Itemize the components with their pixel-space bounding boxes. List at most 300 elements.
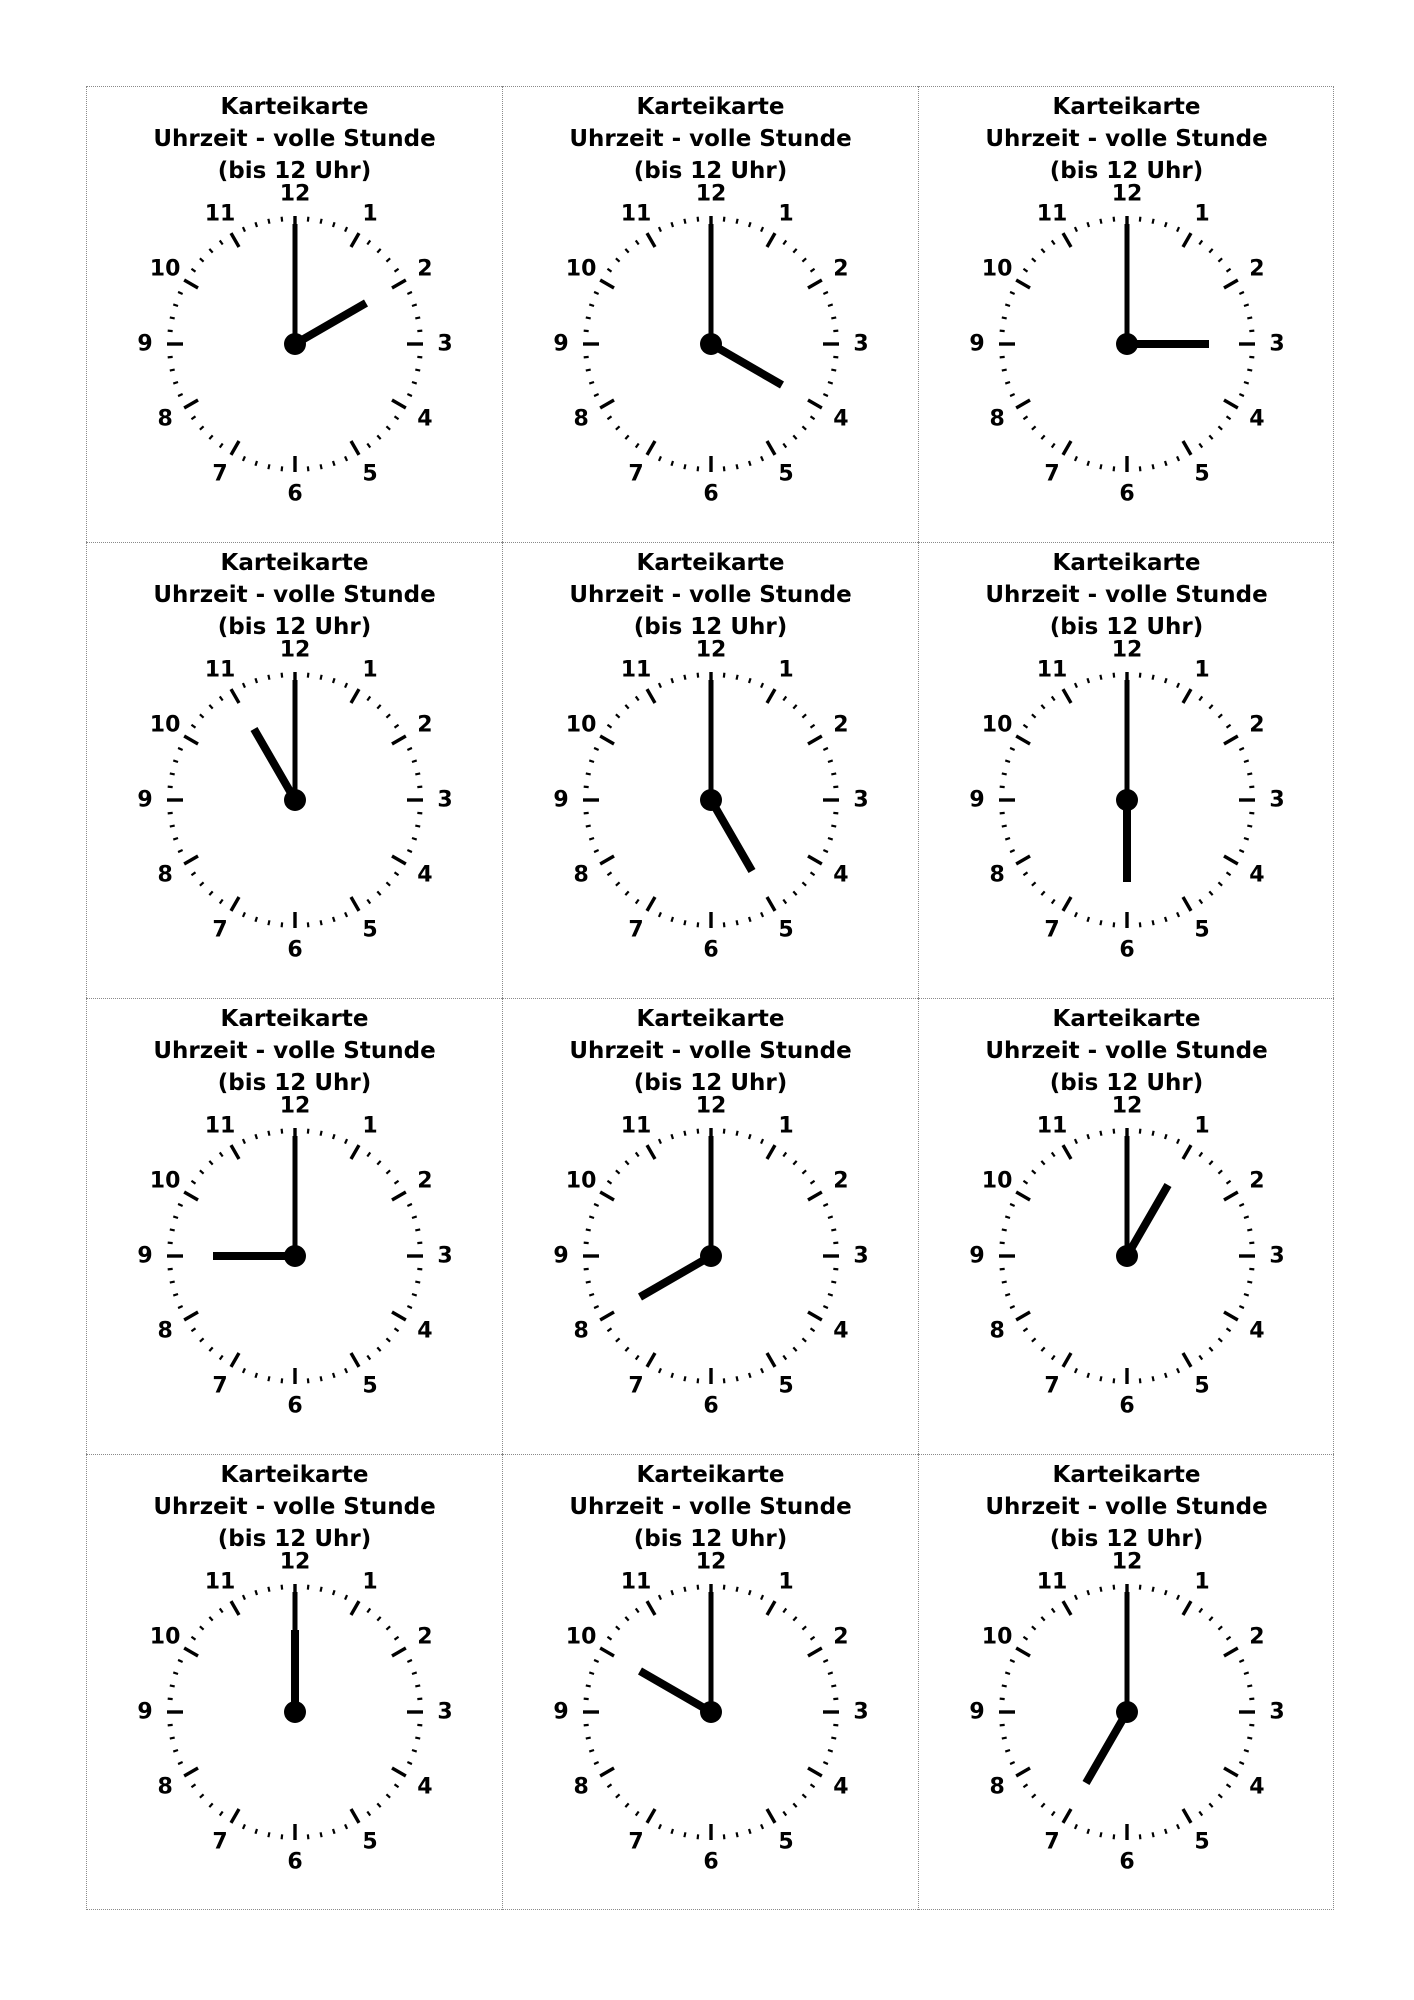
hour-tick xyxy=(767,1601,775,1615)
minute-tick xyxy=(831,1738,836,1739)
minute-tick xyxy=(802,1626,806,1629)
minute-tick xyxy=(831,1685,836,1686)
dial-number: 11 xyxy=(1036,201,1068,227)
clock-pivot xyxy=(1116,333,1138,355)
clock-pivot xyxy=(284,1701,306,1723)
minute-tick xyxy=(793,705,796,709)
card-title xyxy=(503,1459,918,1555)
hour-tick xyxy=(600,400,614,408)
minute-tick xyxy=(1209,1161,1212,1165)
dial-number: 3 xyxy=(853,1699,869,1725)
minute-tick xyxy=(415,370,420,371)
minute-tick xyxy=(395,1637,399,1640)
minute-tick xyxy=(584,787,589,788)
minute-tick xyxy=(1041,891,1044,895)
minute-tick xyxy=(811,872,815,875)
minute-tick xyxy=(220,444,223,448)
minute-tick xyxy=(1041,435,1044,439)
minute-tick xyxy=(783,444,786,448)
dial-number: 4 xyxy=(1249,1318,1265,1344)
minute-tick xyxy=(1032,1170,1036,1173)
minute-tick xyxy=(1002,826,1007,827)
minute-tick xyxy=(1199,444,1202,448)
hour-tick xyxy=(231,1145,239,1159)
minute-tick xyxy=(1010,292,1015,294)
card-title-line1: Karteikarte xyxy=(220,94,369,120)
minute-tick xyxy=(200,426,204,429)
minute-tick xyxy=(395,725,399,728)
dial-number: 6 xyxy=(1119,1849,1135,1875)
minute-tick xyxy=(321,1832,322,1837)
minute-tick xyxy=(1177,456,1179,461)
hour-hand xyxy=(295,303,366,344)
hour-tick xyxy=(351,897,359,911)
minute-tick xyxy=(345,1368,347,1373)
clock-pivot xyxy=(284,333,306,355)
hour-hand xyxy=(711,344,782,385)
minute-tick xyxy=(761,1368,763,1373)
minute-tick xyxy=(200,1626,204,1629)
minute-tick xyxy=(793,1161,796,1165)
card-title-line3: (bis 12 Uhr) xyxy=(633,1070,788,1096)
clock-face xyxy=(551,1093,871,1433)
minute-tick xyxy=(671,1590,673,1595)
card-title-line3: (bis 12 Uhr) xyxy=(633,614,788,640)
minute-tick xyxy=(377,249,380,253)
minute-tick xyxy=(395,1181,399,1184)
minute-tick xyxy=(1244,304,1249,306)
minute-tick xyxy=(333,222,335,227)
minute-tick xyxy=(1244,382,1249,384)
minute-tick xyxy=(811,1328,815,1331)
minute-tick xyxy=(749,1373,751,1378)
minute-tick xyxy=(178,850,183,852)
minute-tick xyxy=(1023,872,1027,875)
minute-tick xyxy=(659,1139,661,1144)
minute-tick xyxy=(1140,217,1141,222)
card-title-line2: Uhrzeit - volle Stunde xyxy=(985,126,1268,152)
minute-tick xyxy=(1114,673,1115,678)
hour-tick xyxy=(1183,441,1191,455)
dial-number: 7 xyxy=(1044,1373,1060,1399)
minute-tick xyxy=(802,714,806,717)
minute-tick xyxy=(178,1306,183,1308)
minute-tick xyxy=(589,304,594,306)
minute-tick xyxy=(1000,813,1005,814)
minute-tick xyxy=(783,1152,786,1156)
clock-pivot xyxy=(1116,1245,1138,1267)
minute-tick xyxy=(1247,317,1252,318)
minute-tick xyxy=(1227,1784,1231,1787)
minute-tick xyxy=(1247,1282,1252,1283)
minute-tick xyxy=(783,240,786,244)
minute-tick xyxy=(625,435,628,439)
hour-tick xyxy=(184,856,198,864)
dial-number: 7 xyxy=(212,917,228,943)
hour-tick xyxy=(392,736,406,744)
minute-tick xyxy=(1218,1794,1222,1797)
minute-tick xyxy=(684,464,685,469)
minute-tick xyxy=(1247,773,1252,774)
minute-tick xyxy=(1153,1587,1154,1592)
minute-tick xyxy=(1041,1617,1044,1621)
minute-tick xyxy=(1227,1181,1231,1184)
minute-tick xyxy=(589,1216,594,1218)
minute-tick xyxy=(636,1152,639,1156)
minute-tick xyxy=(616,1626,620,1629)
dial-number: 7 xyxy=(212,1373,228,1399)
minute-tick xyxy=(308,922,309,927)
dial-number: 9 xyxy=(137,787,153,813)
minute-tick xyxy=(173,304,178,306)
dial-number: 7 xyxy=(212,461,228,487)
minute-tick xyxy=(345,227,347,232)
dial-number: 6 xyxy=(287,481,303,507)
dial-number: 8 xyxy=(573,1774,589,1800)
dial-number: 10 xyxy=(981,256,1013,282)
card-title-line3: (bis 12 Uhr) xyxy=(217,1526,372,1552)
minute-tick xyxy=(1199,1608,1202,1612)
minute-tick xyxy=(377,1347,380,1351)
dial-number: 10 xyxy=(149,1168,181,1194)
minute-tick xyxy=(1140,1129,1141,1134)
minute-tick xyxy=(823,394,828,396)
dial-number: 1 xyxy=(362,1569,378,1595)
card-title-line3: (bis 12 Uhr) xyxy=(1049,614,1204,640)
flashcard xyxy=(502,542,918,998)
minute-tick xyxy=(395,872,399,875)
hour-tick xyxy=(647,1601,655,1615)
minute-tick xyxy=(1100,1376,1101,1381)
minute-tick xyxy=(386,714,390,717)
minute-tick xyxy=(1010,1660,1015,1662)
minute-tick xyxy=(1227,1328,1231,1331)
minute-tick xyxy=(584,1269,589,1270)
dial-number: 4 xyxy=(833,862,849,888)
minute-tick xyxy=(1153,1131,1154,1136)
minute-tick xyxy=(1199,1356,1202,1360)
minute-tick xyxy=(255,461,257,466)
minute-tick xyxy=(220,1152,223,1156)
card-title-line2: Uhrzeit - volle Stunde xyxy=(569,126,852,152)
minute-tick xyxy=(594,1762,599,1764)
minute-tick xyxy=(1177,683,1179,688)
minute-tick xyxy=(1032,1626,1036,1629)
minute-tick xyxy=(386,426,390,429)
dial-number: 5 xyxy=(362,461,378,487)
hour-tick xyxy=(1063,1601,1071,1615)
minute-tick xyxy=(1227,725,1231,728)
dial-number: 3 xyxy=(437,1699,453,1725)
minute-tick xyxy=(282,217,283,222)
minute-tick xyxy=(625,1347,628,1351)
card-title xyxy=(919,1459,1334,1555)
dial-number: 8 xyxy=(989,406,1005,432)
minute-tick xyxy=(749,1829,751,1834)
minute-tick xyxy=(1114,466,1115,471)
clock-face xyxy=(551,181,871,521)
flashcard xyxy=(502,86,918,542)
minute-tick xyxy=(1249,357,1254,358)
card-title-line3: (bis 12 Uhr) xyxy=(633,158,788,184)
minute-tick xyxy=(417,1725,422,1726)
minute-tick xyxy=(607,725,611,728)
minute-tick xyxy=(1087,1134,1089,1139)
hour-tick xyxy=(808,1648,822,1656)
minute-tick xyxy=(828,382,833,384)
hour-tick xyxy=(767,689,775,703)
minute-tick xyxy=(831,370,836,371)
minute-tick xyxy=(684,675,685,680)
hour-tick xyxy=(231,233,239,247)
hour-hand xyxy=(640,1671,711,1712)
hour-tick xyxy=(1016,856,1030,864)
dial-number: 5 xyxy=(362,1829,378,1855)
hour-tick xyxy=(808,736,822,744)
minute-tick xyxy=(1244,838,1249,840)
minute-tick xyxy=(737,1587,738,1592)
hour-tick xyxy=(1016,1768,1030,1776)
dial-number: 11 xyxy=(620,1569,652,1595)
minute-tick xyxy=(586,826,591,827)
minute-tick xyxy=(636,1812,639,1816)
minute-tick xyxy=(282,1834,283,1839)
minute-tick xyxy=(1087,1590,1089,1595)
card-title-line2: Uhrzeit - volle Stunde xyxy=(569,1038,852,1064)
minute-tick xyxy=(1005,1216,1010,1218)
minute-tick xyxy=(724,1378,725,1383)
card-title-line1: Karteikarte xyxy=(1052,1462,1201,1488)
minute-tick xyxy=(1114,1378,1115,1383)
minute-tick xyxy=(412,1294,417,1296)
minute-tick xyxy=(191,725,195,728)
minute-tick xyxy=(802,1338,806,1341)
clock-pivot xyxy=(1116,789,1138,811)
minute-tick xyxy=(625,249,628,253)
dial-number: 8 xyxy=(157,1774,173,1800)
minute-tick xyxy=(724,466,725,471)
minute-tick xyxy=(333,917,335,922)
minute-tick xyxy=(209,249,212,253)
dial-number: 3 xyxy=(1269,1699,1285,1725)
minute-tick xyxy=(1032,258,1036,261)
dial-number: 1 xyxy=(1194,201,1210,227)
minute-tick xyxy=(584,1699,589,1700)
minute-tick xyxy=(1000,1699,1005,1700)
minute-tick xyxy=(243,1139,245,1144)
minute-tick xyxy=(811,269,815,272)
minute-tick xyxy=(417,331,422,332)
minute-tick xyxy=(377,1617,380,1621)
dial-number: 9 xyxy=(969,787,985,813)
minute-tick xyxy=(1199,696,1202,700)
minute-tick xyxy=(1052,1812,1055,1816)
hour-tick xyxy=(184,1192,198,1200)
minute-tick xyxy=(1010,748,1015,750)
minute-tick xyxy=(220,1812,223,1816)
minute-tick xyxy=(1010,1762,1015,1764)
minute-tick xyxy=(255,1590,257,1595)
minute-tick xyxy=(173,1750,178,1752)
minute-tick xyxy=(833,331,838,332)
dial-number: 10 xyxy=(149,1624,181,1650)
minute-tick xyxy=(584,357,589,358)
minute-tick xyxy=(1114,1834,1115,1839)
clock-face xyxy=(135,637,455,977)
minute-tick xyxy=(586,1282,591,1283)
minute-tick xyxy=(209,705,212,709)
minute-tick xyxy=(1218,714,1222,717)
minute-tick xyxy=(811,1637,815,1640)
minute-tick xyxy=(783,1356,786,1360)
hour-tick xyxy=(351,1601,359,1615)
dial-number: 4 xyxy=(833,1774,849,1800)
minute-tick xyxy=(802,258,806,261)
hour-tick xyxy=(231,897,239,911)
hour-tick xyxy=(1183,1601,1191,1615)
minute-tick xyxy=(1032,1338,1036,1341)
minute-tick xyxy=(659,912,661,917)
minute-tick xyxy=(589,1750,594,1752)
minute-tick xyxy=(178,394,183,396)
minute-tick xyxy=(1114,1585,1115,1590)
dial-number: 6 xyxy=(287,1393,303,1419)
minute-tick xyxy=(243,1368,245,1373)
dial-number: 12 xyxy=(1111,1549,1143,1575)
minute-tick xyxy=(308,466,309,471)
minute-tick xyxy=(793,1347,796,1351)
minute-tick xyxy=(407,394,412,396)
hour-tick xyxy=(1183,1145,1191,1159)
minute-tick xyxy=(412,382,417,384)
hour-tick xyxy=(392,1312,406,1320)
minute-tick xyxy=(586,370,591,371)
minute-tick xyxy=(671,917,673,922)
card-title xyxy=(919,547,1334,643)
flashcard xyxy=(86,542,502,998)
hour-tick xyxy=(647,689,655,703)
minute-tick xyxy=(168,357,173,358)
dial-number: 4 xyxy=(417,862,433,888)
minute-tick xyxy=(1227,872,1231,875)
minute-tick xyxy=(1249,1699,1254,1700)
minute-tick xyxy=(1052,900,1055,904)
minute-tick xyxy=(333,1373,335,1378)
dial-number: 4 xyxy=(417,1774,433,1800)
minute-tick xyxy=(333,1134,335,1139)
minute-tick xyxy=(671,1373,673,1378)
dial-number: 10 xyxy=(149,712,181,738)
minute-tick xyxy=(173,1216,178,1218)
minute-tick xyxy=(178,1660,183,1662)
minute-tick xyxy=(833,1269,838,1270)
minute-tick xyxy=(345,683,347,688)
minute-tick xyxy=(333,1590,335,1595)
minute-tick xyxy=(345,1139,347,1144)
minute-tick xyxy=(833,357,838,358)
minute-tick xyxy=(407,1204,412,1206)
minute-tick xyxy=(168,813,173,814)
minute-tick xyxy=(1087,1373,1089,1378)
minute-tick xyxy=(282,1585,283,1590)
minute-tick xyxy=(1209,1803,1212,1807)
hour-tick xyxy=(1224,1768,1238,1776)
minute-tick xyxy=(1100,219,1101,224)
minute-tick xyxy=(802,426,806,429)
minute-tick xyxy=(333,461,335,466)
card-title xyxy=(87,1459,502,1555)
minute-tick xyxy=(191,1181,195,1184)
hour-tick xyxy=(600,736,614,744)
minute-tick xyxy=(793,1803,796,1807)
clock-pivot xyxy=(700,333,722,355)
hour-tick xyxy=(1183,1353,1191,1367)
minute-tick xyxy=(1140,1585,1141,1590)
minute-tick xyxy=(793,891,796,895)
minute-tick xyxy=(589,1294,594,1296)
card-title-line3: (bis 12 Uhr) xyxy=(217,1070,372,1096)
minute-tick xyxy=(178,292,183,294)
minute-tick xyxy=(1000,357,1005,358)
clock-pivot xyxy=(1116,1701,1138,1723)
minute-tick xyxy=(1005,838,1010,840)
minute-tick xyxy=(698,1585,699,1590)
minute-tick xyxy=(828,1216,833,1218)
minute-tick xyxy=(191,872,195,875)
dial-number: 2 xyxy=(417,712,433,738)
dial-number: 11 xyxy=(204,1113,236,1139)
minute-tick xyxy=(698,217,699,222)
hour-tick xyxy=(1063,897,1071,911)
minute-tick xyxy=(377,705,380,709)
dial-number: 7 xyxy=(628,1373,644,1399)
minute-tick xyxy=(1140,466,1141,471)
dial-number: 9 xyxy=(553,787,569,813)
minute-tick xyxy=(1199,1152,1202,1156)
minute-tick xyxy=(1140,1834,1141,1839)
minute-tick xyxy=(724,1129,725,1134)
minute-tick xyxy=(1153,464,1154,469)
minute-tick xyxy=(684,1131,685,1136)
hour-tick xyxy=(351,1809,359,1823)
hour-tick xyxy=(1016,736,1030,744)
hour-tick xyxy=(351,689,359,703)
minute-tick xyxy=(200,882,204,885)
hour-tick xyxy=(600,1768,614,1776)
dial-number: 8 xyxy=(989,1774,1005,1800)
minute-tick xyxy=(170,1229,175,1230)
dial-number: 2 xyxy=(417,256,433,282)
minute-tick xyxy=(168,1725,173,1726)
minute-tick xyxy=(1165,1373,1167,1378)
dial-number: 6 xyxy=(287,937,303,963)
minute-tick xyxy=(761,1139,763,1144)
minute-tick xyxy=(616,1794,620,1797)
minute-tick xyxy=(1002,1282,1007,1283)
minute-tick xyxy=(625,1161,628,1165)
minute-tick xyxy=(1002,317,1007,318)
minute-tick xyxy=(831,317,836,318)
minute-tick xyxy=(636,900,639,904)
dial-number: 5 xyxy=(362,917,378,943)
dial-number: 12 xyxy=(1111,181,1143,207)
minute-tick xyxy=(308,673,309,678)
minute-tick xyxy=(412,838,417,840)
minute-tick xyxy=(1177,1139,1179,1144)
minute-tick xyxy=(607,269,611,272)
minute-tick xyxy=(191,1784,195,1787)
dial-number: 1 xyxy=(362,657,378,683)
